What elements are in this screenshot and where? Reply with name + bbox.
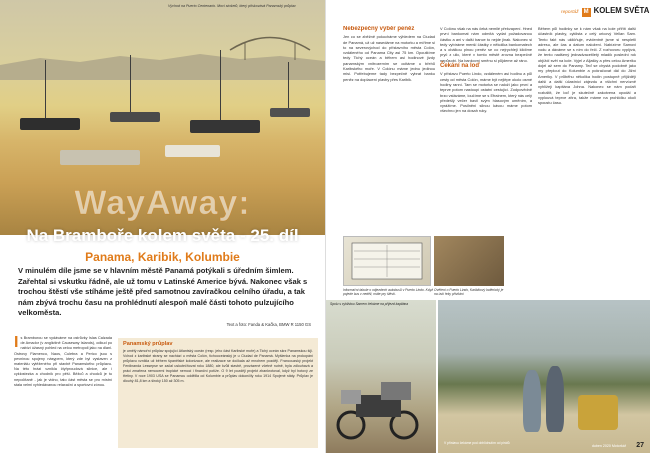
lead-paragraph: V minulém díle jsme se v hlavním městě Panamá potýkali s úředním šimlem. Zařehtal si vskutku řádně, ale už tomu v Latinské Americe bývá. Nakonec však s trochou štěstí vše stíháme ještě před samotnou zavíračkou celního úřadu, a tak nám zbývá trochu času na prohlédnutí alespoň malé části tohoto pulzujícího velkoměsta. xyxy=(18,266,308,318)
section-heading: Nebezpečný výběr peněz xyxy=(343,26,415,32)
boat xyxy=(190,120,260,133)
motorcycle-photo xyxy=(326,300,436,453)
right-column-1 xyxy=(343,26,435,234)
section-title: KOLEM SVĚTA xyxy=(593,6,650,15)
info-box-text: je umělý námořní průplav spojující Atlantský oceán (resp. jeho část Karibské moře) a Tichý oceán skrz Panamskou šíji. Vchod z karibské strany se nachází u města Colón, tichooceánský je u Ciudad de Panamá. Myšlenka na prokopání průplavu vznikla už během španělské kolonizace, ale realizace se dočkala až mnohem později. Francouzský projekt Ferdinanda Lessepse se začal uskutečňovat roku 1880, ale kvůli stavbě, provázené včetně nutně, byla zdlouhavá a práci zmařena nemocemi tropické nemoci i finanční potíže. O 9 let později projekt zbankrotoval, když byl hotový ze třetiny. V roce 1903 USA se Panamou oddělila od Kolumbie a průplav dokončily roku 1914 Spojené státy. Průplav je dlouhý 81,8 km a široký 150 až 305 m. xyxy=(123,349,313,383)
right-column-2 xyxy=(440,26,532,234)
hands-photo xyxy=(434,236,504,286)
boat xyxy=(20,118,80,130)
boat-mast xyxy=(130,55,131,112)
column-text: V Colónu však na nás čeká nemilé překvapení. Hned první bankomat nám odmítá vydat požadovanou částku a ani v další bance to nejde jinak. Nakonec si tedy vybíráme menší částky v několika bankomatech a s obálkou plnou peněz se co nejrychleji klidíme pryč z ulic, které v tomto městě zrovna bezpečně nepůsobí. Na bankovní směnu si půjdeme až ráno. xyxy=(440,26,532,63)
author-credit: Text a foto: Fanda & Kačka, BMW R 1150 GS xyxy=(226,322,311,327)
article-column-1 xyxy=(14,336,112,448)
episode-subtitle: Panama, Karibik, Kolumbie xyxy=(85,250,240,264)
section-prefix: reportáž xyxy=(561,10,579,15)
bicycle-bags xyxy=(578,395,618,430)
series-title: WayAway: xyxy=(74,184,251,222)
magazine-logo-icon: M xyxy=(583,9,589,15)
photo-caption: Spolu s cyklistou Samem čekáme na příjezd kapitána xyxy=(330,302,409,306)
boat xyxy=(110,112,160,122)
photo-caption: V přístavu čekáme pod obhlídnutím od pirátů xyxy=(444,441,510,445)
info-box-title: Panamský průplav xyxy=(123,341,173,347)
article-title-block xyxy=(0,186,325,264)
info-box-panama-canal xyxy=(118,338,318,448)
person xyxy=(546,366,564,432)
right-page xyxy=(325,0,650,453)
boat xyxy=(270,108,310,117)
harbor-people-photo xyxy=(438,300,650,453)
boat xyxy=(60,150,140,165)
skyline-silhouette xyxy=(0,20,325,80)
bus-schedule-photo xyxy=(343,236,431,286)
schedule-board-icon xyxy=(344,237,430,285)
boat-mast xyxy=(288,62,289,108)
column-text: Jen co se zběžně pokocháme výhledem na Ciudad de Panamá, už už nasedáme na motorku a mířime si to na severovýchod do přístavního města Colón, vzdáleného od Panama City asi 75 km. Opouštíme tedy Tichý oceán a během asi hodinové jízdy panamským vnitrozemím se ocitáme u břehů Karibského moře. V Colónu máme jednu jedinou misi. Potřebujeme tady bezpečně vybrat banku peněz na doplacení plavby přes Karibik. xyxy=(343,34,435,82)
photo-caption: Východ na Puerto Centenario. Moci stošetů, který přiskovává Panamský průplav xyxy=(168,4,296,8)
column-text: s Bramborou se vydáváme na ostrůvky Islas Calzada de Amador (v anglictině Causeway Islands), odkud po nabízí úžasný pohled na celou metropoli jako na dlani. Ostrovy Flamenco, Naos, Culebra a Perico jsou s pevninou spojeny násypem, který zde byl vystaven z materiálu vytěženého při stavbě Panamského průplavu. Na této hrázi vznikla čtyřproudová silnice, ale i cyklostezka a chodník pro pěší. Běžců a chodců je tu nepočítaně - jak je vidno, tato část města se pro místní stala velmi vyhledávanou relaxační a sportovní zónou. xyxy=(14,336,112,387)
boat-mast xyxy=(220,50,221,120)
magazine-footer: duben 2020 Motorkář xyxy=(591,444,626,448)
person xyxy=(523,370,541,432)
boat-mast xyxy=(45,60,46,118)
section-heading: Čekání na loď xyxy=(440,63,480,70)
photo-caption: Ověření o Puerto Lindo, Karibikový loděnický je na ústí řeky přivítání xyxy=(434,288,504,297)
right-column-3 xyxy=(538,26,636,258)
boat xyxy=(165,145,220,157)
episode-title: Na Bramboře kolem světa - 25. díl xyxy=(26,226,299,245)
drop-cap: I xyxy=(14,336,19,351)
section-header xyxy=(561,6,649,17)
motorcycle-silhouette xyxy=(326,300,436,453)
page-number: 27 xyxy=(636,442,644,449)
photo-caption: Informační tabule o odjezdech autobusů v Puerto Lindo. Když pojede bus v neděli, máte pry štěstí. xyxy=(343,288,433,297)
column-text: V přístavu Puerto Lindo, vzdáleném asi hodinu a půl cesty od města Colón, máme být nejlépe okolo osmé hodiny ranní. Tam se motorka se naloží jako první a teprve potom nastoupí ostatní cestující. Zodpovědně brzo vstáváme, loučíme se s Efrainem, který nás celý předešlý večer bavil svým hlasovým uměním, a vyrážíme. Posilněni silnou kávou máme potom všechno jen na dosah ruky. xyxy=(440,71,532,114)
column-text: Během půl hodinky se k nám však na kole přiřítí další účastník plavby, cyklista z celý uricový Vellan Sam. Tento fakt nás ukličňuje, evidentně jsme si nespletli adresu, ale čas a datum naložení. Nabízíme Samovi vodu a dáváme se s ním do řeči. Z rozhovoru vyplývá, že tento nadšený jednadvacetiletý mladík poslední rok objíždí svět na kole. Vyjel z Aljašky a přes celou Ameriku dojel až sem do Panamy. Teď se chystá podobně jako my přeplout do Kolumbie a pokračovat dál do Jižní Ameriky. V průběhu několika hodin postupně přijíždějí další a další účastníci zájezdu a všichni nervózně vyhlížejí kapitána Johna. Nakonec se nám podaří rozluštit, že loď je skutečně zakotvena opodál a vyplouvá teprve zítra, takže máme na prohlídku okolí spoustu času. xyxy=(538,26,636,106)
